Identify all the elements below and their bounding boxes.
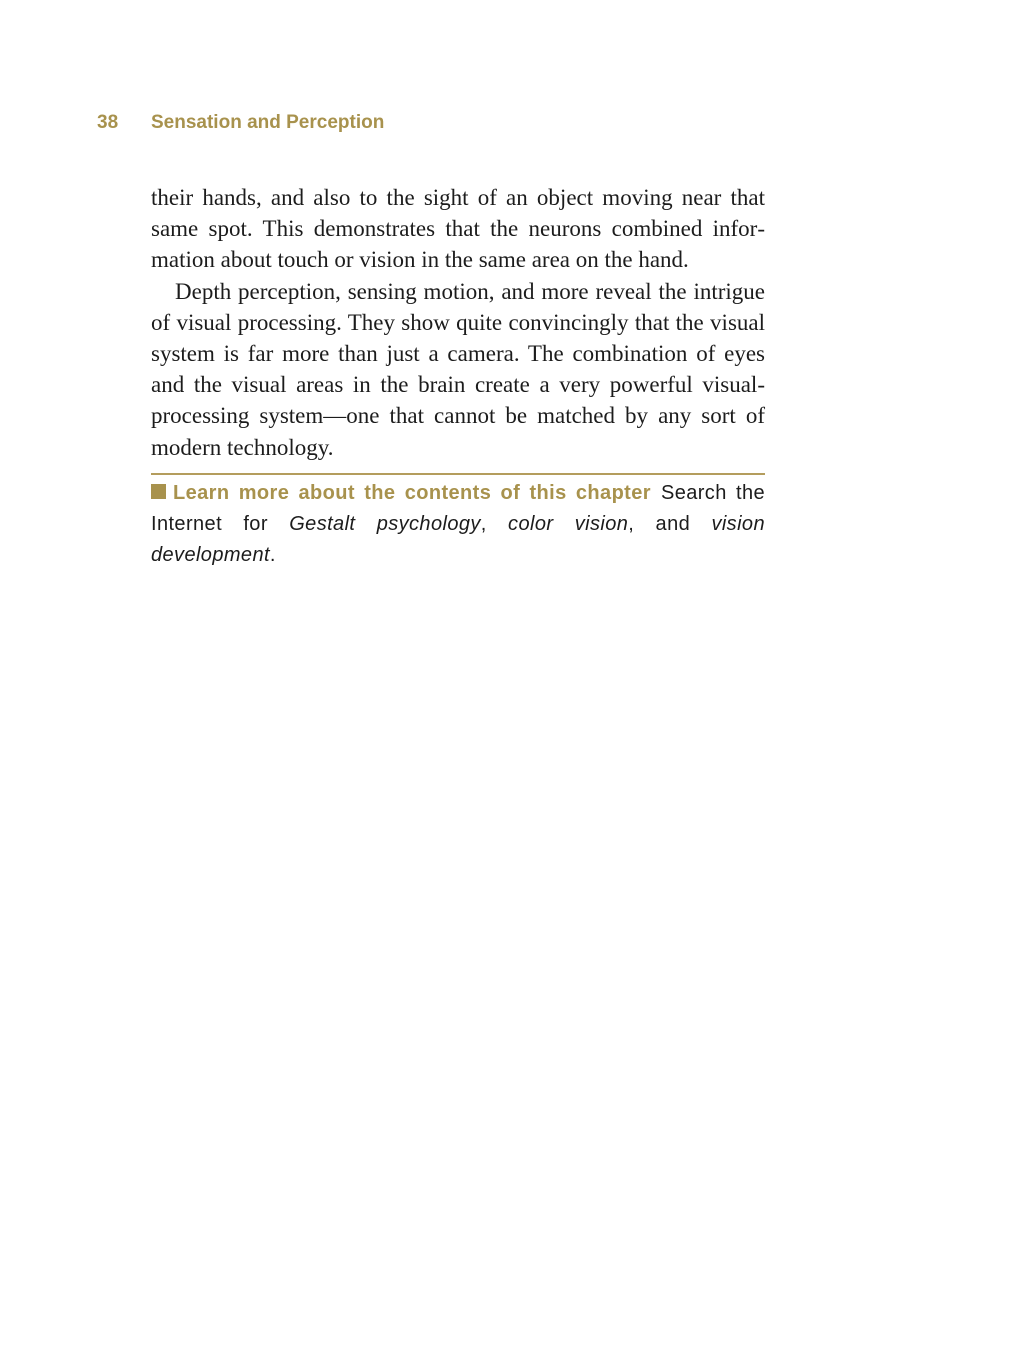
separator: , and xyxy=(628,513,712,536)
page-number: 38 xyxy=(97,112,119,133)
paragraph: Depth perception, sensing motion, and more reveal the intrigue of visual processing. They show quite convincingly that the visual system is far more than just a camera. The combination of eyes and the visual areas in the brain create a very powerful visual-processing system—one that cannot be matched by any sort of modern technology. xyxy=(151,278,765,460)
paragraph: their hands, and also to the sight of an object moving near that same spot. This demonstrates that the neurons combined information about touch or vision in the same area on the hand. xyxy=(151,185,765,273)
search-term-color-vision: color vision xyxy=(508,513,629,536)
learn-more-heading: Learn more about the contents of this chapter xyxy=(173,482,651,504)
period: . xyxy=(269,544,276,567)
square-bullet-icon xyxy=(151,484,166,499)
running-head xyxy=(97,112,384,134)
separator: , xyxy=(480,513,509,536)
learn-more-note xyxy=(151,478,765,572)
search-term-vision-development: vision development xyxy=(151,513,765,567)
body-text xyxy=(151,182,765,463)
chapter-title: Sensation and Perception xyxy=(151,112,385,133)
section-divider xyxy=(151,473,765,475)
search-term-gestalt: Gestalt psychology xyxy=(289,513,481,536)
note-text: Search the Internet for xyxy=(151,482,765,536)
